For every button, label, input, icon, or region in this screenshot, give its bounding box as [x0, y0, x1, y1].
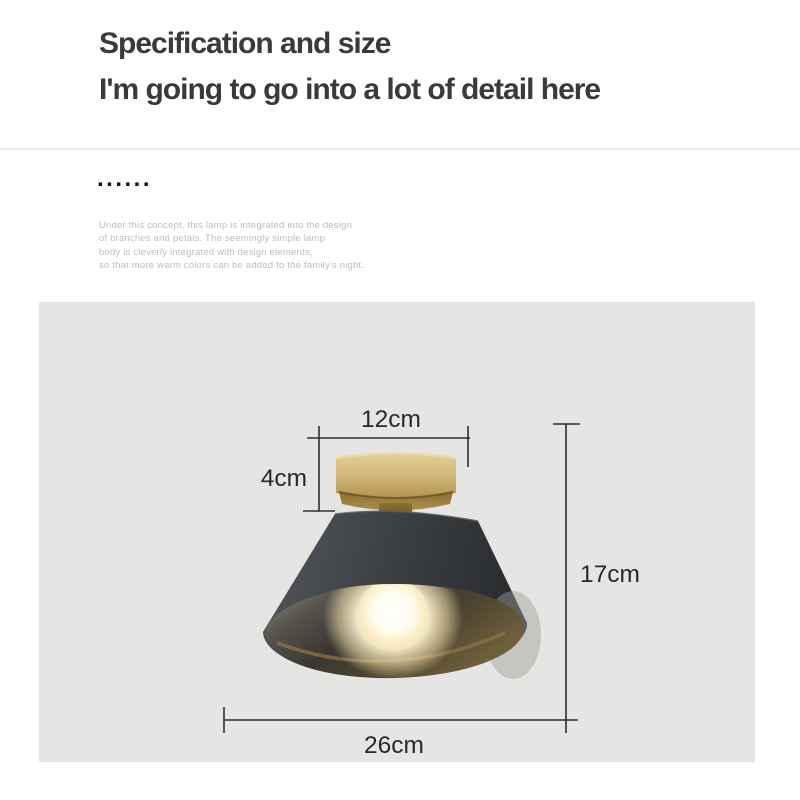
- dim-label-canopy-height: 4cm: [260, 465, 307, 492]
- description-line: body is cleverly integrated with design elements,: [99, 246, 313, 258]
- lamp-dimension-diagram: [39, 302, 755, 762]
- product-description: [99, 219, 364, 273]
- dim-label-canopy-width: 12cm: [361, 406, 421, 433]
- divider: [0, 148, 800, 150]
- dim-label-total-height: 17cm: [580, 561, 640, 588]
- product-image-panel: [39, 302, 755, 762]
- lamp-canopy: [336, 453, 456, 499]
- lamp-bulb: [357, 579, 429, 651]
- page-title: Specification and size: [99, 27, 391, 60]
- description-line: so that more warm colors can be added to the family's night.: [99, 260, 365, 272]
- description-line: of branches and petals. The seemingly simple lamp: [99, 233, 326, 245]
- dim-label-shade-diameter: 26cm: [364, 732, 424, 759]
- description-line: Under this concept, this lamp is integrated into the design: [99, 220, 353, 231]
- ellipsis-marker: ......: [97, 165, 153, 192]
- page-subtitle: I'm going to go into a lot of detail here: [99, 73, 601, 106]
